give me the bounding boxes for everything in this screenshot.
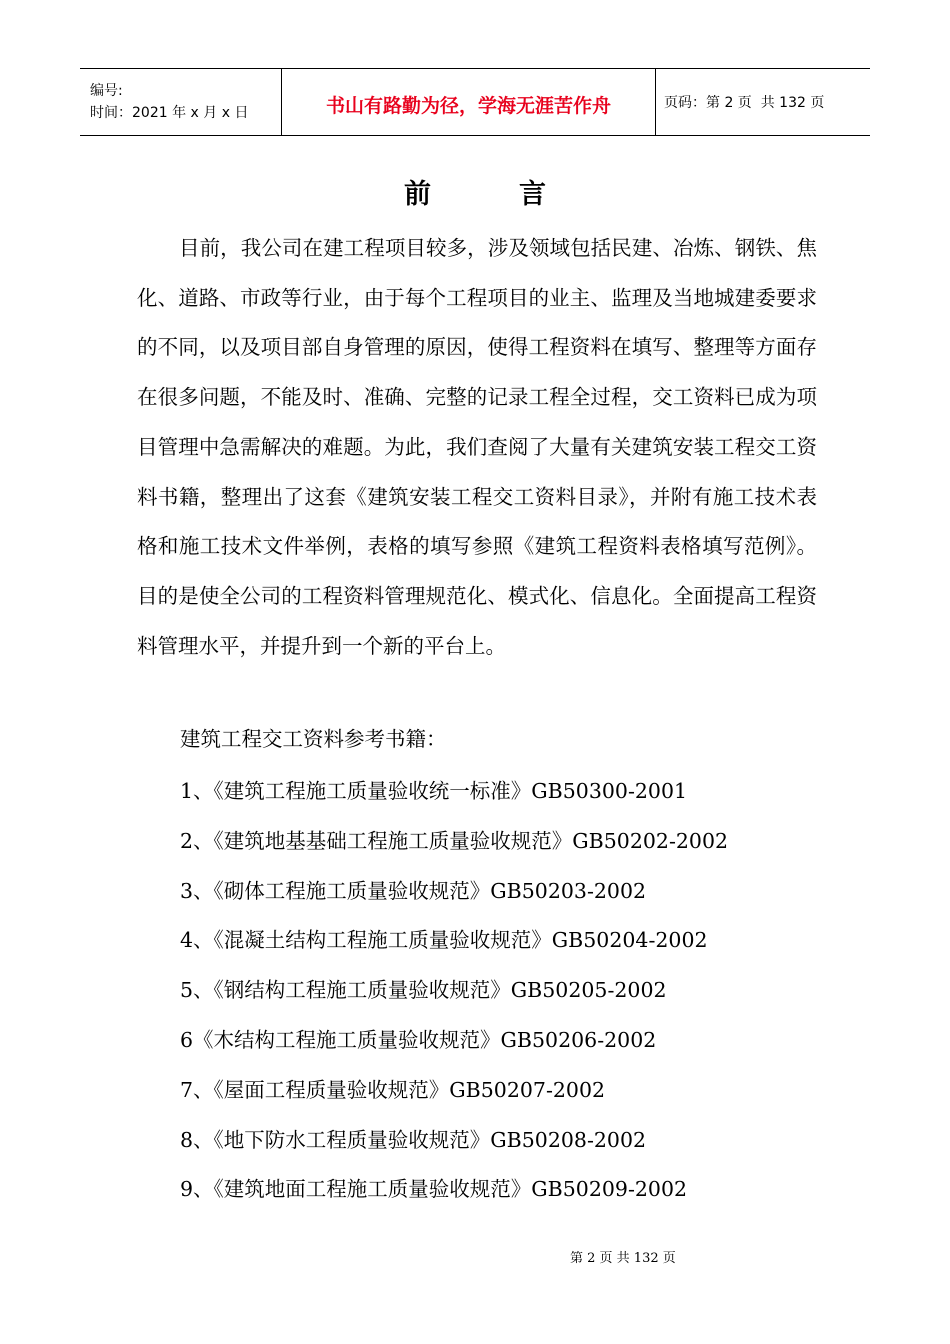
intro-paragraph: 目前，我公司在建工程项目较多，涉及领域包括民建、冶炼、钢铁、焦化、道路、市政等行业，由于每个工程项目的业主、监理及当地城建委要求的不同，以及项目部自身管理的原因，使得工程资料在填写、整理等方面存在很多问题，不能及时、准确、完整的记录工程全过程，交工资料已成为项目管理中急需解决的难题。为此，我们查阅了大量有关建筑安装工程交工资料书籍，整理出了这套《建筑安装工程交工资料目录》，并附有施工技术表格和施工技术文件举例，表格的填写参照《建筑工程资料表格填写范例》。目的是使全公司的工程资料管理规范化、模式化、信息化。全面提高工程资料管理水平，并提升到一个新的平台上。 bbox=[137, 236, 817, 658]
reference-item: 6《木结构工程施工质量验收规范》GB50206-2002 bbox=[180, 1027, 657, 1052]
reference-item: 9、《建筑地面工程施工质量验收规范》GB50209-2002 bbox=[180, 1177, 688, 1202]
reference-item: 8、《地下防水工程质量验收规范》GB50208-2002 bbox=[180, 1127, 647, 1152]
page-header bbox=[80, 68, 870, 136]
references-heading: 建筑工程交工资料参考书籍： bbox=[180, 727, 447, 751]
header-motto: 书山有路勤为径，学海无涯苦作舟 bbox=[282, 69, 656, 135]
page-title bbox=[0, 172, 950, 211]
page-info-text: 页码：第 2 页 共 132 页 bbox=[664, 95, 825, 111]
reference-item: 1、《建筑工程施工质量验收统一标准》GB50300-2001 bbox=[180, 779, 688, 803]
title-char-2: 言 bbox=[519, 179, 546, 210]
document-number: 编号: bbox=[90, 83, 123, 99]
document-time: 时间：2021 年 x 月 x 日 bbox=[90, 105, 249, 121]
reference-item: 4、《混凝土结构工程施工质量验收规范》GB50204-2002 bbox=[180, 928, 708, 953]
reference-item: 2、《建筑地基基础工程施工质量验收规范》GB50202-2002 bbox=[180, 828, 729, 853]
reference-item: 7、《屋面工程质量验收规范》GB50207-2002 bbox=[180, 1077, 606, 1102]
title-char-1: 前 bbox=[404, 179, 431, 210]
reference-item: 3、《砌体工程施工质量验收规范》GB50203-2002 bbox=[180, 878, 647, 903]
header-page-info bbox=[656, 69, 870, 135]
header-meta bbox=[80, 69, 282, 135]
references-list bbox=[180, 771, 728, 1219]
page-footer: 第 2 页 共 132 页 bbox=[570, 1251, 676, 1266]
reference-item: 5、《钢结构工程施工质量验收规范》GB50205-2002 bbox=[180, 978, 667, 1003]
